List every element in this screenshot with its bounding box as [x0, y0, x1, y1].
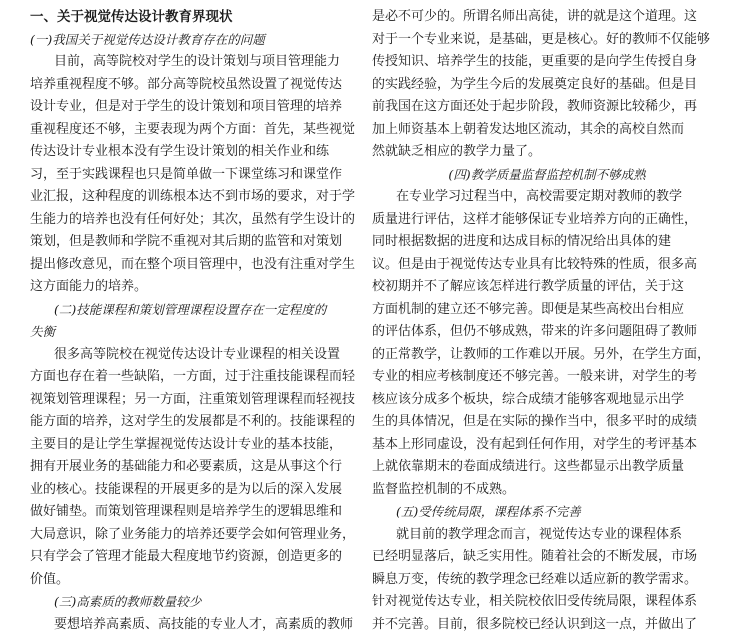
text-line: 主要目的是让学生掌握视觉传达设计专业的基本技能， [30, 434, 380, 457]
text-line: 业的核心。技能课程的开展更多的是为以后的深入发展 [30, 479, 380, 502]
text-line: 针对视觉传达专业，相关院校依旧受传统局限，课程体系 [372, 591, 722, 614]
text-line: 瞬息万变，传统的教学理念已经难以适应新的教学需求。 [372, 569, 722, 592]
subsection-heading: (五)受传统局限，课程体系不完善 [372, 501, 722, 524]
text-line: 拥有开展业务的基础能力和必要素质，这是从事这个行 [30, 456, 380, 479]
text-line: 习，至于实践课程也只是简单做一下课堂练习和课堂作 [30, 164, 380, 187]
text-line: 传授知识、培养学生的技能，更重要的是向学生传授自身 [372, 51, 722, 74]
subsection-heading: 失衡 [30, 321, 380, 344]
text-line: 策划，但是教师和学院不重视对其后期的监管和对策划 [30, 231, 380, 254]
text-line: 核应该分成多个板块，综合成绩才能够客观地显示出学 [372, 389, 722, 412]
text-line: 的评估体系，但仍不够成熟，带来的许多问题阻碍了教师 [372, 321, 722, 344]
left-text-column [30, 6, 380, 636]
text-line: 质量进行评估，这样才能够保证专业培养方向的正确性， [372, 209, 722, 232]
right-text-column [372, 6, 722, 636]
text-line: 监督监控机制的不成熟。 [372, 479, 722, 502]
text-line: 视策划管理课程；另一方面，注重策划管理课程而轻视技 [30, 389, 380, 412]
text-line: 就目前的教学理念而言，视觉传达专业的课程体系 [372, 524, 722, 547]
subsection-heading: (二)技能课程和策划管理课程设置存在一定程度的 [30, 299, 380, 322]
text-line: 方面机制的建立还不够完善。即便是某些高校出台相应 [372, 299, 722, 322]
text-line: 目前，高等院校对学生的设计策划与项目管理能力 [30, 51, 380, 74]
text-line: 的正常教学，让教师的工作难以开展。另外，在学生方面， [372, 344, 722, 367]
text-line: 然就缺乏相应的教学力量了。 [372, 141, 722, 164]
text-line: 做好铺垫。而策划管理课程则是培养学生的逻辑思维和 [30, 501, 380, 524]
text-line: 专业的相应考核制度还不够完善。一般来讲，对学生的考 [372, 366, 722, 389]
text-line: 设计专业，但是对于学生的设计策划和项目管理的培养 [30, 96, 380, 119]
text-line: 前我国在这方面还处于起步阶段，教师资源比较稀少，再 [372, 96, 722, 119]
text-line: 大局意识，除了业务能力的培养还要学会如何管理业务， [30, 524, 380, 547]
text-line: 传达设计专业根本没有学生设计策划的相关作业和练 [30, 141, 380, 164]
subsection-heading: (四)教学质量监督监控机制不够成熟 [372, 164, 722, 187]
text-line: 要想培养高素质、高技能的专业人才，高素质的教师 [30, 614, 380, 636]
text-line: 只有学会了管理才能最大程度地节约资源，创造更多的 [30, 546, 380, 569]
text-line: 并不完善。目前，很多院校已经认识到这一点，并做出了 [372, 614, 722, 636]
text-line: 加上师资基本上朝着发达地区流动，其余的高校自然而 [372, 119, 722, 142]
text-line: 对于一个专业来说，是基础，更是核心。好的教师不仅能够 [372, 29, 722, 52]
text-line: 是必不可少的。所谓名师出高徒，讲的就是这个道理。这 [372, 6, 722, 29]
section-heading: 一、关于视觉传达设计教育界现状 [30, 6, 380, 29]
text-line: 同时根据数据的进度和达成目标的情况给出具体的建 [372, 231, 722, 254]
text-line: 已经明显落后，缺乏实用性。随着社会的不断发展，市场 [372, 546, 722, 569]
subsection-heading: (三)高素质的教师数量较少 [30, 591, 380, 614]
text-line: 在专业学习过程当中，高校需要定期对教师的教学 [372, 186, 722, 209]
text-line: 生的具体情况，但是在实际的操作当中，很多平时的成绩 [372, 411, 722, 434]
text-line: 生能力的培养也没有任何好处；其次，虽然有学生设计的 [30, 209, 380, 232]
text-line: 校初期并不了解应该怎样进行教学质量的评估，关于这 [372, 276, 722, 299]
text-line: 提出修改意见，而在整个项目管理中，也没有注重对学生 [30, 254, 380, 277]
text-line: 业汇报，这种程度的训练根本达不到市场的要求，对于学 [30, 186, 380, 209]
text-line: 基本上形同虚设，没有起到任何作用，对学生的考评基本 [372, 434, 722, 457]
text-line: 价值。 [30, 569, 380, 592]
text-line: 上就依靠期末的卷面成绩进行。这些都显示出教学质量 [372, 456, 722, 479]
text-line: 很多高等院校在视觉传达设计专业课程的相关设置 [30, 344, 380, 367]
text-line: 方面也存在着一些缺陷，一方面，过于注重技能课程而轻 [30, 366, 380, 389]
text-line: 重视程度还不够，主要表现为两个方面：首先，某些视觉 [30, 119, 380, 142]
text-line: 培养重视程度不够。部分高等院校虽然设置了视觉传达 [30, 74, 380, 97]
text-line: 能方面的培养，这对学生的发展都是不利的。技能课程的 [30, 411, 380, 434]
text-line: 的实践经验，为学生今后的发展奠定良好的基础。但是目 [372, 74, 722, 97]
text-line: 这方面能力的培养。 [30, 276, 380, 299]
subsection-heading: (一)我国关于视觉传达设计教育存在的问题 [30, 29, 380, 52]
text-line: 议。但是由于视觉传达专业具有比较特殊的性质，很多高 [372, 254, 722, 277]
